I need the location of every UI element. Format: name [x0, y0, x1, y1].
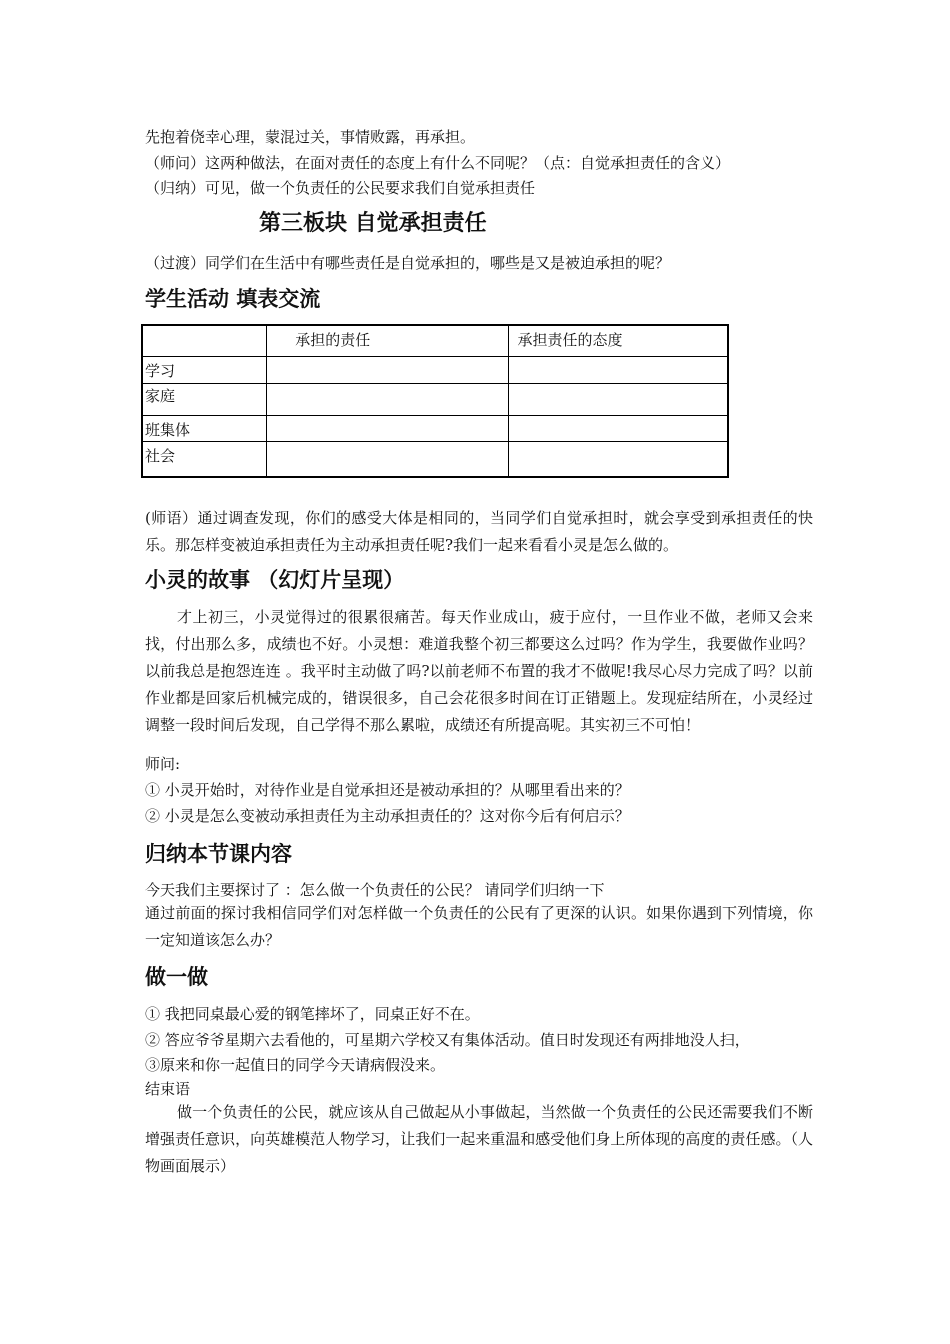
table-header-cell: 承担责任的态度: [509, 325, 728, 356]
closing-body: 做一个负责任的公民，就应该从自己做起从小事做起，当然做一个负责任的公民还需要我们不断增强责任意识，向英雄模范人物学习，让我们一起来重温和感受他们身上所体现的高度的责任感。（人物画面展示）: [145, 1103, 813, 1175]
question-1: ① 小灵开始时，对待作业是自觉承担还是被动承担的？从哪里看出来的？: [145, 781, 630, 799]
intro-line-1: 先抱着侥幸心理，蒙混过关，事情败露，再承担。: [145, 128, 476, 146]
table-header-row: [142, 325, 728, 356]
practice-item-1: ① 我把同桌最心爱的钢笔摔坏了，同桌正好不在。: [145, 1005, 480, 1023]
table-row-label: 班集体: [142, 415, 267, 441]
table-cell[interactable]: [509, 383, 728, 415]
summary-line: 今天我们主要探讨了 ：怎么做一个负责任的公民？ 请同学们归纳一下: [145, 881, 605, 899]
question-2: ② 小灵是怎么变被动承担责任为主动承担责任的？这对你今后有何启示？: [145, 807, 630, 825]
intro-line-3: （归纳）可见，做一个负责任的公民要求我们自觉承担责任: [145, 179, 536, 197]
table-row: [142, 415, 728, 441]
practice-item-3: ③原来和你一起值日的同学今天请病假没来。: [145, 1056, 446, 1074]
teacher-remark: (师语）通过调查发现，你们的感受大体是相同的，当同学们自觉承担时，就会享受到承担责任的快乐。那怎样变被迫承担责任为主动承担责任呢?我们一起来看看小灵是怎么做的。: [145, 509, 813, 554]
practice-item-2: ② 答应爷爷星期六去看他的，可星期六学校又有集体活动。值日时发现还有两排地没人扫，: [145, 1031, 750, 1049]
table-row-label: 学习: [142, 356, 267, 383]
question-label: 师问:: [145, 755, 181, 773]
table-cell[interactable]: [509, 356, 728, 383]
closing-label: 结束语: [145, 1080, 191, 1098]
table-row-label: 社会: [142, 441, 267, 477]
table-row: [142, 383, 728, 415]
table-cell[interactable]: [509, 415, 728, 441]
table-row: [142, 356, 728, 383]
story-title: 小灵的故事 （幻灯片呈现）: [145, 568, 405, 592]
table-header-cell: [142, 325, 267, 356]
table-cell[interactable]: [267, 415, 509, 441]
practice-title: 做一做: [145, 965, 208, 989]
table-cell[interactable]: [267, 441, 509, 477]
table-header-cell: 承担的责任: [267, 325, 509, 356]
intro-line-2: （师问）这两种做法，在面对责任的态度上有什么不同呢？（点：自觉承担责任的含义）: [145, 154, 731, 172]
responsibility-table: [141, 324, 729, 478]
summary-title: 归纳本节课内容: [145, 842, 292, 866]
table-cell[interactable]: [509, 441, 728, 477]
summary-paragraph: 通过前面的探讨我相信同学们对怎样做一个负责任的公民有了更深的认识。如果你遇到下列情境，你一定知道该怎么办？: [145, 904, 813, 949]
table-row: [142, 441, 728, 477]
section-3-title: 第三板块 自觉承担责任: [259, 211, 487, 236]
activity-title: 学生活动 填表交流: [145, 287, 321, 311]
table-cell[interactable]: [267, 383, 509, 415]
story-body: 才上初三，小灵觉得过的很累很痛苦。每天作业成山，疲于应付，一旦作业不做，老师又会来找，付出那么多，成绩也不好。小灵想：难道我整个初三都要这么过吗？作为学生，我要做作业吗？以前我总是抱怨连连 。我平时主动做了吗?以前老师不布置的我才不做呢!我尽心尽力完成了吗？以前作业都是回家后机械完成的，错误很多，自己会花很多时间在订正错题上。发现症结所在，小灵经过调整一段时间后发现，自己学得不那么累啦，成绩还有所提高呢。其实初三不可怕！: [145, 608, 813, 734]
table-row-label: 家庭: [142, 383, 267, 415]
table-cell[interactable]: [267, 356, 509, 383]
section-3-transition: （过渡）同学们在生活中有哪些责任是自觉承担的，哪些是又是被迫承担的呢？: [145, 254, 671, 272]
